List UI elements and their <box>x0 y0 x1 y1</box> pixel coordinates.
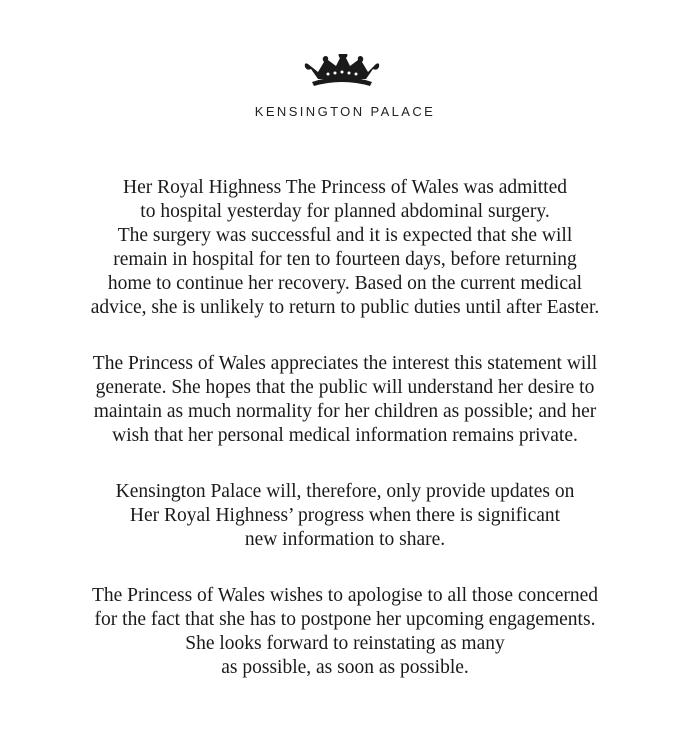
paragraph-apology <box>0 584 690 680</box>
text-line: generate. She hopes that the public will understand her desire to <box>95 377 595 398</box>
text-line: to hospital yesterday for planned abdominal surgery. <box>140 201 550 222</box>
text-line: She looks forward to reinstating as many <box>185 633 505 654</box>
crown-icon <box>302 54 382 88</box>
organization-name: KENSINGTON PALACE <box>254 104 436 119</box>
text-line: remain in hospital for ten to fourteen days, before returning <box>113 249 577 270</box>
paragraph-updates <box>0 480 690 552</box>
text-line: The surgery was successful and it is expected that she will <box>117 225 573 246</box>
text-line: The Princess of Wales wishes to apologise to all those concerned <box>91 585 599 606</box>
text-line: new information to share. <box>244 529 446 550</box>
text-line: Her Royal Highness’ progress when there is significant <box>129 505 561 526</box>
paragraph-privacy <box>0 352 690 448</box>
text-line: home to continue her recovery. Based on the current medical <box>107 273 583 294</box>
text-line: The Princess of Wales appreciates the interest this statement will <box>92 353 598 374</box>
text-line: Her Royal Highness The Princess of Wales was admitted <box>123 177 567 198</box>
text-line: advice, she is unlikely to return to public duties until after Easter. <box>90 297 600 318</box>
text-line: as possible, as soon as possible. <box>221 657 469 678</box>
text-line: wish that her personal medical information remains private. <box>112 425 578 446</box>
text-line: Kensington Palace will, therefore, only provide updates on <box>115 481 575 502</box>
statement-body <box>0 176 690 712</box>
paragraph-admission <box>0 176 690 320</box>
text-line: for the fact that she has to postpone her upcoming engagements. <box>94 609 596 630</box>
text-line: maintain as much normality for her children as possible; and her <box>93 401 597 422</box>
